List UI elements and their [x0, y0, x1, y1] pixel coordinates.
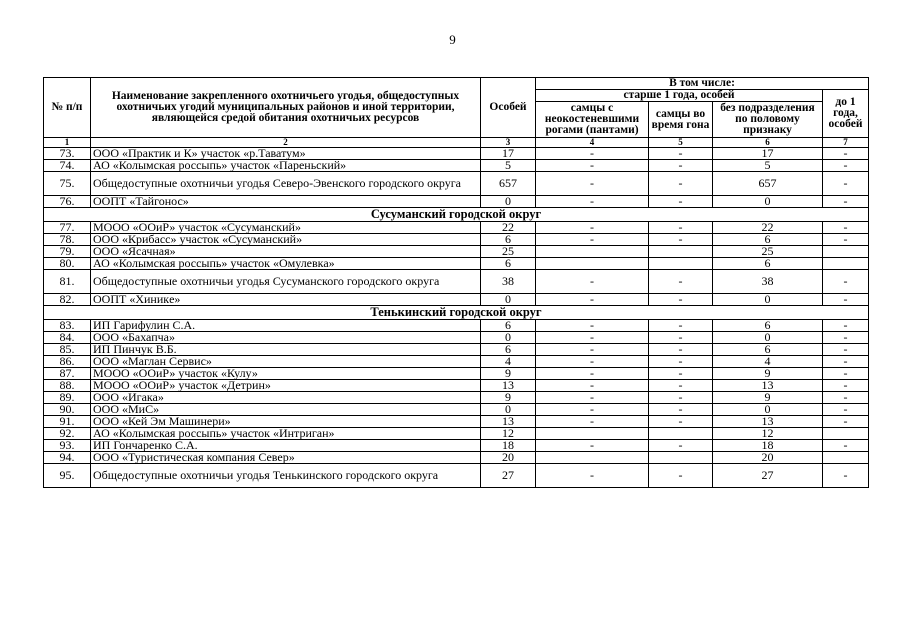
table-row	[44, 258, 869, 270]
table-row	[44, 464, 869, 488]
row-name: ООО «Маглан Сервис»	[91, 356, 481, 368]
row-col4: -	[536, 440, 649, 452]
row-name: ООПТ «Хиникe»	[91, 294, 481, 306]
row-col5: -	[649, 234, 713, 246]
row-col4: -	[536, 392, 649, 404]
row-col4: -	[536, 160, 649, 172]
header-number-1: 1	[44, 138, 91, 148]
row-col7: -	[823, 332, 869, 344]
row-col7: -	[823, 270, 869, 294]
row-col6: 38	[713, 270, 823, 294]
table-row	[44, 160, 869, 172]
row-col6: 0	[713, 294, 823, 306]
table-row	[44, 196, 869, 208]
section-title: Тенькинский городской округ	[44, 306, 869, 320]
row-number: 94.	[44, 452, 91, 464]
row-total: 12	[481, 428, 536, 440]
page-number: 9	[449, 32, 456, 47]
row-name: ООО «Ясачная»	[91, 246, 481, 258]
row-col5: -	[649, 270, 713, 294]
row-col5: -	[649, 344, 713, 356]
row-col5: -	[649, 320, 713, 332]
row-col7: -	[823, 368, 869, 380]
row-total: 13	[481, 380, 536, 392]
row-name: ООО «Бахапча»	[91, 332, 481, 344]
row-col5: -	[649, 416, 713, 428]
header-col4: самцы с неокостеневшими рогами (пантами)	[536, 102, 649, 138]
row-col4: -	[536, 222, 649, 234]
row-col7: -	[823, 160, 869, 172]
row-col5: -	[649, 392, 713, 404]
table-row	[44, 392, 869, 404]
row-name: МООО «ООиР» участок «Сусуманский»	[91, 222, 481, 234]
row-col7: -	[823, 464, 869, 488]
row-col5: -	[649, 356, 713, 368]
row-col5: -	[649, 222, 713, 234]
header-number-5: 5	[649, 138, 713, 148]
row-col7: -	[823, 404, 869, 416]
row-name: ООО «Практик и К» участок «р.Таватум»	[91, 148, 481, 160]
header-num: № п/п	[44, 78, 91, 138]
row-col5: -	[649, 148, 713, 160]
row-col6: 18	[713, 440, 823, 452]
row-total: 5	[481, 160, 536, 172]
row-col4: -	[536, 368, 649, 380]
row-col6: 25	[713, 246, 823, 258]
table-row	[44, 452, 869, 464]
row-col6: 6	[713, 258, 823, 270]
row-col4: -	[536, 404, 649, 416]
row-col4: -	[536, 148, 649, 160]
header-number-2: 2	[91, 138, 481, 148]
table-row	[44, 294, 869, 306]
row-number: 84.	[44, 332, 91, 344]
row-number: 77.	[44, 222, 91, 234]
row-name: ООО «Крибасс» участок «Сусуманский»	[91, 234, 481, 246]
table-header	[44, 78, 869, 148]
row-col5: -	[649, 464, 713, 488]
row-col4: -	[536, 332, 649, 344]
row-name: МООО «ООиР» участок «Детрин»	[91, 380, 481, 392]
row-col6: 22	[713, 222, 823, 234]
row-number: 95.	[44, 464, 91, 488]
header-col7: до 1 года, особей	[823, 90, 869, 138]
row-number: 88.	[44, 380, 91, 392]
row-col7: -	[823, 234, 869, 246]
row-number: 91.	[44, 416, 91, 428]
row-total: 657	[481, 172, 536, 196]
row-number: 78.	[44, 234, 91, 246]
row-number: 73.	[44, 148, 91, 160]
row-col6: 13	[713, 416, 823, 428]
section-title: Сусуманский городской округ	[44, 208, 869, 222]
row-number: 86.	[44, 356, 91, 368]
header-number-4: 4	[536, 138, 649, 148]
row-col6: 4	[713, 356, 823, 368]
row-col5: -	[649, 294, 713, 306]
row-name: ИП Пинчук В.Б.	[91, 344, 481, 356]
row-col5	[649, 452, 713, 464]
header-col5: самцы во время гона	[649, 102, 713, 138]
row-col5	[649, 246, 713, 258]
row-col7: -	[823, 196, 869, 208]
row-name: ООО «МиС»	[91, 404, 481, 416]
row-col7: -	[823, 416, 869, 428]
row-col5: -	[649, 196, 713, 208]
row-col6: 6	[713, 320, 823, 332]
row-name: МООО «ООиР» участок «Кулу»	[91, 368, 481, 380]
table-row	[44, 380, 869, 392]
row-col7: -	[823, 222, 869, 234]
row-name: ИП Гарифулин С.А.	[91, 320, 481, 332]
row-col6: 17	[713, 148, 823, 160]
row-total: 25	[481, 246, 536, 258]
row-number: 76.	[44, 196, 91, 208]
row-total: 4	[481, 356, 536, 368]
row-col5: -	[649, 160, 713, 172]
row-col6: 5	[713, 160, 823, 172]
row-total: 6	[481, 344, 536, 356]
row-number: 90.	[44, 404, 91, 416]
row-total: 0	[481, 332, 536, 344]
row-name: АО «Колымская россыпь» участок «Пареньский»	[91, 160, 481, 172]
row-number: 93.	[44, 440, 91, 452]
row-name: Общедоступные охотничьи угодья Северо-Эвенского городского округа	[91, 172, 481, 196]
row-col6: 0	[713, 196, 823, 208]
row-col7	[823, 246, 869, 258]
row-col6: 9	[713, 368, 823, 380]
row-col7: -	[823, 320, 869, 332]
row-col4	[536, 258, 649, 270]
row-total: 22	[481, 222, 536, 234]
row-number: 74.	[44, 160, 91, 172]
row-name: АО «Колымская россыпь» участок «Интриган»	[91, 428, 481, 440]
row-number: 83.	[44, 320, 91, 332]
row-col4	[536, 452, 649, 464]
header-including: В том числе:	[536, 78, 869, 90]
row-name: ООПТ «Тайгонос»	[91, 196, 481, 208]
row-col7: -	[823, 344, 869, 356]
row-number: 89.	[44, 392, 91, 404]
table-body	[44, 148, 869, 488]
row-number: 82.	[44, 294, 91, 306]
row-col7: -	[823, 356, 869, 368]
row-col4: -	[536, 196, 649, 208]
row-col4: -	[536, 344, 649, 356]
row-col7	[823, 258, 869, 270]
row-col7: -	[823, 294, 869, 306]
row-total: 38	[481, 270, 536, 294]
row-total: 6	[481, 258, 536, 270]
header-number-6: 6	[713, 138, 823, 148]
row-col6: 6	[713, 234, 823, 246]
row-col5: -	[649, 440, 713, 452]
row-number: 92.	[44, 428, 91, 440]
row-number: 85.	[44, 344, 91, 356]
row-col6: 20	[713, 452, 823, 464]
row-col4: -	[536, 270, 649, 294]
row-total: 9	[481, 368, 536, 380]
row-total: 6	[481, 234, 536, 246]
row-number: 87.	[44, 368, 91, 380]
row-col6: 657	[713, 172, 823, 196]
row-number: 79.	[44, 246, 91, 258]
row-col4: -	[536, 356, 649, 368]
row-col6: 12	[713, 428, 823, 440]
header-number-7: 7	[823, 138, 869, 148]
row-total: 0	[481, 404, 536, 416]
row-col4: -	[536, 416, 649, 428]
row-col4: -	[536, 380, 649, 392]
row-col4: -	[536, 464, 649, 488]
row-name: ИП Гончаренко С.А.	[91, 440, 481, 452]
row-col5: -	[649, 332, 713, 344]
row-col4: -	[536, 320, 649, 332]
row-total: 18	[481, 440, 536, 452]
row-col6: 0	[713, 404, 823, 416]
row-name: Общедоступные охотничьи угодья Тенькинского городского округа	[91, 464, 481, 488]
row-col6: 0	[713, 332, 823, 344]
row-total: 17	[481, 148, 536, 160]
row-name: АО «Колымская россыпь» участок «Омулевка»	[91, 258, 481, 270]
header-total: Особей	[481, 78, 536, 138]
row-col7	[823, 452, 869, 464]
row-col7: -	[823, 440, 869, 452]
row-col4	[536, 246, 649, 258]
row-total: 0	[481, 196, 536, 208]
row-name: Общедоступные охотничьи угодья Сусуманского городского округа	[91, 270, 481, 294]
row-col4: -	[536, 234, 649, 246]
row-col6: 9	[713, 392, 823, 404]
row-number: 81.	[44, 270, 91, 294]
row-total: 27	[481, 464, 536, 488]
row-total: 0	[481, 294, 536, 306]
row-col5: -	[649, 404, 713, 416]
header-older: старше 1 года, особей	[536, 90, 823, 102]
row-name: ООО «Игака»	[91, 392, 481, 404]
header-number-3: 3	[481, 138, 536, 148]
row-col4: -	[536, 294, 649, 306]
row-col5: -	[649, 368, 713, 380]
row-total: 13	[481, 416, 536, 428]
row-number: 80.	[44, 258, 91, 270]
header-name: Наименование закрепленного охотничьего угодья, общедоступных охотничьих угодий муниципальных районов и иной территории, являющейся средой обитания охотничьих ресурсов	[91, 78, 481, 138]
row-total: 6	[481, 320, 536, 332]
row-col4: -	[536, 172, 649, 196]
table-row	[44, 270, 869, 294]
row-col7: -	[823, 380, 869, 392]
hunting-resources-table	[43, 77, 869, 488]
row-name: ООО «Кей Эм Машинери»	[91, 416, 481, 428]
row-col7: -	[823, 172, 869, 196]
row-col5	[649, 258, 713, 270]
row-col7: -	[823, 392, 869, 404]
row-col6: 6	[713, 344, 823, 356]
row-col6: 27	[713, 464, 823, 488]
row-total: 20	[481, 452, 536, 464]
row-total: 9	[481, 392, 536, 404]
row-number: 75.	[44, 172, 91, 196]
row-col7: -	[823, 148, 869, 160]
table-row	[44, 172, 869, 196]
row-col6: 13	[713, 380, 823, 392]
row-col5: -	[649, 380, 713, 392]
row-col5: -	[649, 172, 713, 196]
header-col6: без подразделения по половому признаку	[713, 102, 823, 138]
row-name: ООО «Туристическая компания Север»	[91, 452, 481, 464]
